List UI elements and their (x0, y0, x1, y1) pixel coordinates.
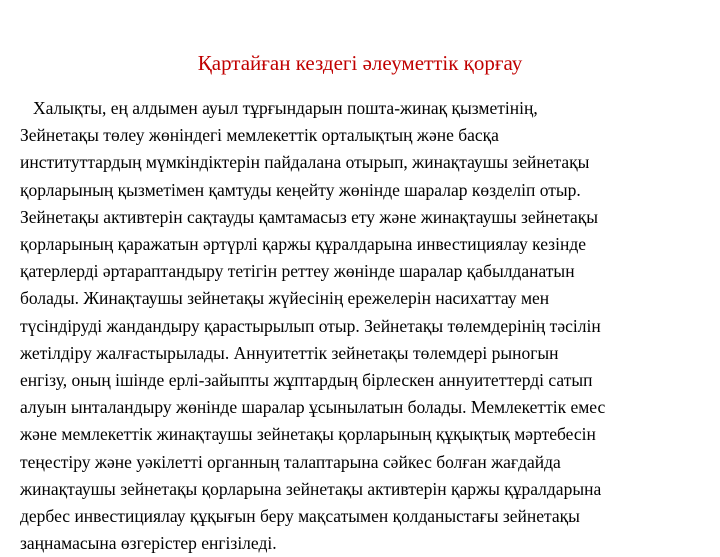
paragraph-line: Зейнетақы активтерін сақтауды қамтамасыз ету және жинақтаушы зейнетақы (20, 206, 599, 227)
paragraph-line: Зейнетақы төлеу жөніндегі мемлекеттік орталықтың және басқа (20, 125, 499, 146)
slide-title: Қартайған кездегі әлеуметтік қорғау (197, 51, 523, 75)
paragraph-line: Халықты, ең алдымен ауыл тұрғындарын пошта-жинақ қызметінің, (33, 98, 538, 118)
paragraph-line: және мемлекеттік жинақтаушы зейнетақы қорларының құқықтық мәртебесін (20, 424, 596, 445)
paragraph-line: болады. Жинақтаушы зейнетақы жүйесінің ережелерін насихаттау мен (20, 288, 550, 309)
paragraph-line: институттардың мүмкіндіктерін пайдалана отырып, жинақтаушы зейнетақы (20, 152, 590, 173)
paragraph-line: қорларының қызметімен қамтуды кеңейту жөнінде шаралар көзделіп отыр. (20, 179, 581, 200)
paragraph-line: қорларының қаражатын әртүрлі қаржы құралдарына инвестициялау кезінде (20, 234, 586, 255)
paragraph-line: енгізу, оның ішінде ерлі-зайыпты жұптардың бірлескен аннуитеттерді сатып (20, 370, 593, 391)
paragraph-line: теңестіру және уәкілетті органның талаптарына сәйкес болған жағдайда (20, 451, 561, 472)
paragraph-line: алуын ынталандыру жөнінде шаралар ұсынылатын болады. Мемлекеттік емес (20, 397, 606, 418)
paragraph-line: жетілдіру жалғастырылады. Аннуитеттік зейнетақы төлемдері рыногын (20, 342, 559, 363)
paragraph-line: заңнамасына өзгерістер енгізіледі. (20, 533, 277, 554)
paragraph-line: жинақтаушы зейнетақы қорларына зейнетақы активтерін қаржы құралдарына (20, 478, 602, 499)
body-paragraph (20, 95, 700, 557)
paragraph-line: дербес инвестициялау құқығын беру мақсатымен қолданыстағы зейнетақы (20, 506, 580, 527)
paragraph-line: қатерлерді әртараптандыру тетігін реттеу жөнінде шаралар қабылданатын (20, 261, 575, 282)
paragraph-line: түсіндіруді жандандыру қарастырылып отыр. Зейнетақы төлемдерінің тәсілін (20, 315, 601, 336)
